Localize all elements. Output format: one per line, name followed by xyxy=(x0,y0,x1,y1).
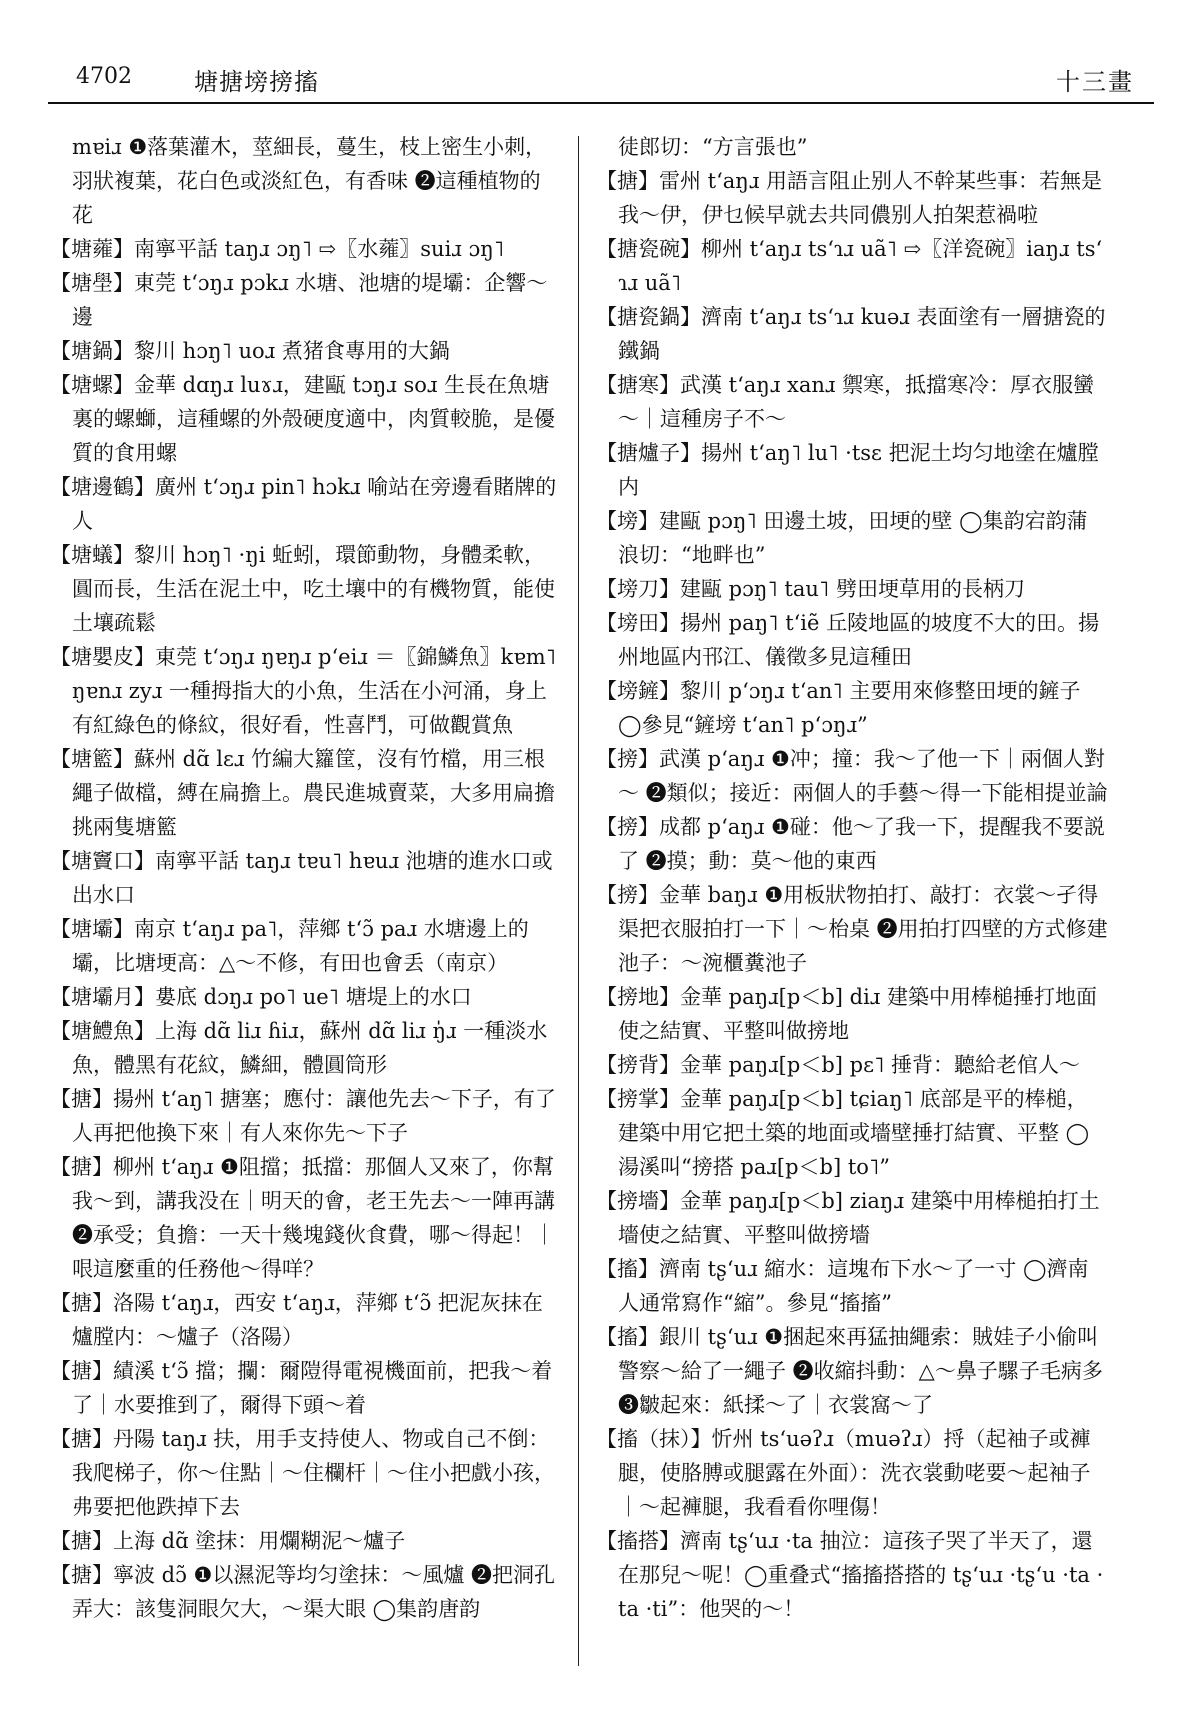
dictionary-entry: 【搪】揚州 tʻaŋ˥ 搪塞；應付：讓他先去～下子，有了人再把他換下來｜有人來你先～下子 xyxy=(50,1087,556,1145)
dictionary-entry: 【塘嬰皮】東莞 tʻɔŋɹ ŋɐŋɹ pʻeiɹ ＝〖錦鱗魚〗kɐm˥ ŋɐnɹ zyɹ 一種拇指大的小魚，生活在小河涌，身上有紅綠色的條紋，很好看，性喜鬥，可做觀賞魚 xyxy=(50,645,557,737)
dictionary-entry: 【搒背】金華 paŋɹ[p＜b] pɛ˥ 捶背：聽給老倌人～ xyxy=(596,1053,1080,1077)
dictionary-entry: 【搪瓷碗】柳州 tʻaŋɹ tsʻɿɹ uã˥ ⇨〖洋瓷碗〗iaŋɹ tsʻɿɹ uã˥ xyxy=(596,237,1103,295)
dictionary-entry: 【搪爐子】揚州 tʻaŋ˥ lu˥ ·tsɛ 把泥土均匀地塗在爐膛内 xyxy=(596,441,1099,499)
dictionary-entry: 【搐】濟南 tʂʻuɹ 縮水：這塊布下水～了一寸 ◯濟南人通常寫作“縮”。參見“搐搐” xyxy=(596,1257,1089,1315)
dictionary-entry: 【搒】成都 pʻaŋɹ ❶碰：他～了我一下，提醒我不要説了 ❷摸；動：莫～他的東西 xyxy=(596,815,1105,873)
left-column xyxy=(50,130,560,1626)
dictionary-entry: 【搒】金華 baŋɹ ❶用板狀物拍打、敲打：衣裳～孑得渠把衣服拍打一下｜～枱桌 ❷用拍打四壁的方式修建池子：～涴櫃糞池子 xyxy=(596,883,1108,975)
dictionary-entry: 【塝】建甌 pɔŋ˥ 田邊土坡，田埂的壁 ◯集韵宕韵蒲浪切：“地畔也” xyxy=(596,509,1088,567)
column-divider xyxy=(578,136,579,1666)
dictionary-entry: 【搐（抹）】忻州 tsʻuəʔɹ（muəʔɹ）捋（起袖子或褲腿，使胳膊或腿露在外面）：洗衣裳動咾要～起袖子｜～起褲腿，我看看你哩傷！ xyxy=(596,1427,1091,1519)
dictionary-entry: 【搪寒】武漢 tʻaŋɹ xanɹ 禦寒，抵擋寒冷：厚衣服蠻～｜這種房子不～ xyxy=(596,373,1095,431)
dictionary-entry: 【塘籃】蘇州 dɑ̃ lɛɹ 竹編大籮筐，沒有竹檔，用三根繩子做檔，縛在扁擔上。農民進城賣菜，大多用扁擔挑兩隻塘籃 xyxy=(50,747,555,839)
dictionary-entry: 【搪】丹陽 taŋɹ 扶，用手支持使人、物或自己不倒：我爬梯子，你～住點｜～住欄杆｜～住小把戲小孩，弗要把他跌掉下去 xyxy=(50,1427,555,1519)
section-title: 十三畫 xyxy=(1056,68,1134,96)
page-number: 4702 xyxy=(76,64,132,89)
dictionary-entry: 【塘邊鶴】廣州 tʻɔŋɹ pin˥ hɔkɹ 喻站在旁邊看賭牌的人 xyxy=(50,475,557,533)
dictionary-entry: 【塝鏟】黎川 pʻɔŋɹ tʻan˥ 主要用來修整田埂的鏟子 ◯參見“鏟塝 tʻan˥ pʻɔŋɹ” xyxy=(596,679,1081,737)
dictionary-entry: 【塘壆】東莞 tʻɔŋɹ pɔkɹ 水塘、池塘的堤壩：企響～邊 xyxy=(50,271,548,329)
dictionary-entry: 【搪】上海 dɑ̃ 塗抹：用爛糊泥～爐子 xyxy=(50,1529,406,1553)
dictionary-entry: 【搪】寧波 dɔ̃ ❶以濕泥等均匀塗抹：～風爐 ❷把洞孔弄大：該隻洞眼欠大，～渠大眼 ◯集韵唐韵 xyxy=(50,1563,556,1621)
dictionary-entry: 【搪】洛陽 tʻaŋɹ，西安 tʻaŋɹ，萍鄉 tʻɔ̃ 把泥灰抹在爐膛内：～爐子（洛陽） xyxy=(50,1291,543,1349)
dictionary-entry: 【搪】績溪 tʻɔ̃ 擋；攔：爾隑得電視機面前，把我～着了｜水要推到了，爾得下頭～着 xyxy=(50,1359,553,1417)
dictionary-entry: 【搒】武漢 pʻaŋɹ ❶冲；撞：我～了他一下｜兩個人對～ ❷類似；接近：兩個人的手藝～得一下能相提並論 xyxy=(596,747,1108,805)
header-characters: 塘搪塝搒搐 xyxy=(194,68,319,96)
right-column xyxy=(596,130,1108,1626)
dictionary-entry: 【搐】銀川 tʂʻuɹ ❶捆起來再猛抽繩索：賊娃子小偷叫警察～給了一繩子 ❷收縮抖動：△～鼻子騾子毛病多 ❸皺起來：紙揉～了｜衣裳窩～了 xyxy=(596,1325,1103,1417)
dictionary-entry: 【搪】柳州 tʻaŋɹ ❶阻擋；抵擋：那個人又來了，你幫我～到，講我没在｜明天的會，老王先去～一陣再講 ❷承受；負擔：一天十幾塊錢伙食費，哪～得起！｜哏這麼重的任務他～得咩？ xyxy=(50,1155,555,1281)
dictionary-entry: 【塘壩月】婁底 dɔŋɹ po˥ ue˥ 塘堤上的水口 xyxy=(50,985,472,1009)
dictionary-entry: 【塘蕹】南寧平話 taŋɹ ɔŋ˥ ⇨〖水蕹〗suiɹ ɔŋ˥ xyxy=(50,237,505,261)
dictionary-entry: 【塝田】揚州 paŋ˥ tʻiẽ 丘陵地區的坡度不大的田。揚州地區内邗江、儀徵多見這種田 xyxy=(596,611,1100,669)
dictionary-entry: 【搐搭】濟南 tʂʻuɹ ·ta 抽泣：這孩子哭了半天了，還在那兒～呢！◯重叠式“搐搐搭搭的 tʂʻuɹ ·tʂʻu ·ta ·ta ·ti”：他哭的～！ xyxy=(596,1529,1104,1621)
dictionary-entry: 【搒地】金華 paŋɹ[p＜b] diɹ 建築中用棒槌捶打地面使之結實、平整叫做搒地 xyxy=(596,985,1097,1043)
entry-continuation: mɐiɹ ❶落葉灌木，莖細長，蔓生，枝上密生小刺，羽狀複葉，花白色或淡紅色，有香味 ❷這種植物的花 xyxy=(72,135,547,227)
dictionary-entry: 【塘鱧魚】上海 dɑ̃ liɹ ɦiɹ，蘇州 dɑ̃ liɹ ŋ̍ɹ 一種淡水魚，體黑有花紋，鱗細，體圓筒形 xyxy=(50,1019,548,1077)
dictionary-entry: 【塘竇口】南寧平話 taŋɹ tɐu˥ hɐuɹ 池塘的進水口或出水口 xyxy=(50,849,553,907)
dictionary-entry: 【塝刀】建甌 pɔŋ˥ tau˥ 劈田埂草用的長柄刀 xyxy=(596,577,1025,601)
dictionary-entry: 【塘蟻】黎川 hɔŋ˥ ·ŋi 蚯蚓，環節動物，身體柔軟，圓而長，生活在泥土中，吃土壤中的有機物質，能使土壤疏鬆 xyxy=(50,543,555,635)
dictionary-entry: 【塘鍋】黎川 hɔŋ˥ uoɹ 煮猪食專用的大鍋 xyxy=(50,339,450,363)
dictionary-entry: 【搪】雷州 tʻaŋɹ 用語言阻止别人不幹某些事：若無是我～伊，伊乜候早就去共同儂别人拍架惹禍啦 xyxy=(596,169,1103,227)
dictionary-entry: 【搪瓷鍋】濟南 tʻaŋɹ tsʻɿɹ kuəɹ 表面塗有一層搪瓷的鐵鍋 xyxy=(596,305,1106,363)
dictionary-entry: 【塘螺】金華 dɑŋɹ luɤɹ，建甌 tɔŋɹ soɹ 生長在魚塘裏的螺螄，這種螺的外殼硬度適中，肉質較脆，是優質的食用螺 xyxy=(50,373,555,465)
dictionary-entry: 【搒墻】金華 paŋɹ[p＜b] ziaŋɹ 建築中用棒槌拍打土墻使之結實、平整叫做搒墻 xyxy=(596,1189,1100,1247)
entry-continuation: 徒郎切：“方言張也” xyxy=(618,135,808,159)
dictionary-entry: 【搒掌】金華 paŋɹ[p＜b] tɕiaŋ˥ 底部是平的棒槌，建築中用它把土築的地面或墻壁捶打結實、平整 ◯湯溪叫“搒搭 paɹ[p＜b] to˥” xyxy=(596,1087,1090,1179)
dictionary-entry: 【塘壩】南京 tʻaŋɹ pa˥，萍鄉 tʻɔ̃ paɹ 水塘邊上的壩，比塘埂高：△～不修，有田也會丢（南京） xyxy=(50,917,529,975)
page-header xyxy=(48,58,1154,104)
